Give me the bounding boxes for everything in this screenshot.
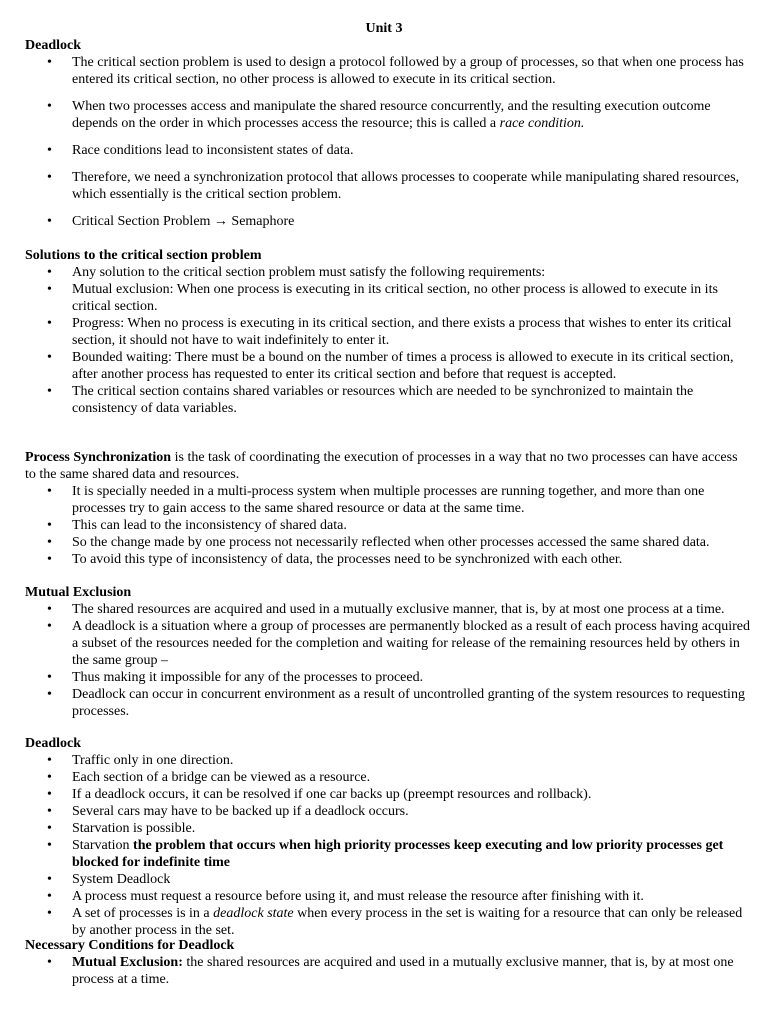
solutions-heading: Solutions to the critical section problem — [25, 248, 262, 263]
list-item: • Race conditions lead to inconsistent states of data. — [25, 142, 750, 159]
list-item: • So the change made by one process not necessarily reflected when other processes accessed the same shared data. — [25, 534, 750, 551]
list-item: • Therefore, we need a synchronization protocol that allows processes to cooperate while manipulating shared resources, which essentially is the critical section problem. — [25, 169, 750, 203]
deadlock-intro-section — [25, 37, 750, 240]
list-item: • The shared resources are acquired and used in a mutually exclusive manner, that is, by at most one process at a time. — [25, 601, 750, 618]
mutual-exclusion-section — [25, 584, 750, 720]
list-item: • Starvation is possible. — [25, 820, 750, 837]
list-item: • Critical Section Problem → Semaphore — [25, 213, 750, 230]
process-sync-section — [25, 449, 750, 568]
list-item: • Each section of a bridge can be viewed as a resource. — [25, 769, 750, 786]
list-item: • Progress: When no process is executing in its critical section, and there exists a process that wishes to enter its critical section, it should not have to wait indefinitely to enter it. — [25, 315, 750, 349]
list-item: • Mutual Exclusion: the shared resources are acquired and used in a mutually exclusive manner, that is, by at most one process at a time. — [25, 954, 750, 988]
page-title: Unit 3 — [365, 21, 403, 36]
list-item: • Bounded waiting: There must be a bound on the number of times a process is allowed to execute in its critical section, after another process has requested to enter its critical section and before that request is accepted. — [25, 349, 750, 383]
list-item: • Starvation the problem that occurs when high priority processes keep executing and low priority processes get blocked for indefinite time — [25, 837, 750, 871]
deadlock-section — [25, 735, 750, 939]
solutions-list — [25, 264, 750, 417]
deadlock-list — [25, 752, 750, 939]
list-item: • Any solution to the critical section problem must satisfy the following requirements: — [25, 264, 750, 281]
necessary-conditions-heading: Necessary Conditions for Deadlock — [25, 938, 235, 953]
deadlock-heading-2: Deadlock — [25, 736, 81, 751]
process-sync-term: Process Synchronization — [25, 450, 172, 465]
list-item: • This can lead to the inconsistency of shared data. — [25, 517, 750, 534]
list-item: • A set of processes is in a deadlock state when every process in the set is waiting for a resource that can only be released by another process in the set. — [25, 905, 750, 939]
list-item: • Several cars may have to be backed up if a deadlock occurs. — [25, 803, 750, 820]
list-item: • A process must request a resource before using it, and must release the resource after finishing with it. — [25, 888, 750, 905]
necessary-conditions-section — [25, 937, 750, 988]
list-item: • System Deadlock — [25, 871, 750, 888]
mutual-exclusion-list — [25, 601, 750, 720]
list-item: • Deadlock can occur in concurrent environment as a result of uncontrolled granting of the system resources to requesting processes. — [25, 686, 750, 720]
mutual-exclusion-term: Mutual Exclusion: — [72, 955, 183, 970]
list-item: • If a deadlock occurs, it can be resolved if one car backs up (preempt resources and rollback). — [25, 786, 750, 803]
solutions-section — [25, 247, 750, 417]
list-item: • When two processes access and manipulate the shared resource concurrently, and the resulting execution outcome depends on the order in which processes access the resource; this is called a race condition. — [25, 98, 750, 132]
deadlock-intro-list — [25, 54, 750, 230]
process-sync-intro: Process Synchronization is the task of coordinating the execution of processes in a way that no two processes can have access to the same shared data and resources. — [25, 450, 738, 482]
list-item: • A deadlock is a situation where a group of processes are permanently blocked as a result of each process having acquired a subset of the resources needed for the completion and waiting for release of the remaining resources held by others in the same group – — [25, 618, 750, 669]
deadlock-heading: Deadlock — [25, 38, 81, 53]
list-item: • Traffic only in one direction. — [25, 752, 750, 769]
list-item: • Mutual exclusion: When one process is executing in its critical section, no other process is allowed to execute in its critical section. — [25, 281, 750, 315]
deadlock-state-term: deadlock state — [213, 906, 294, 921]
list-item: • Thus making it impossible for any of the processes to proceed. — [25, 669, 750, 686]
starvation-definition: the problem that occurs when high priority processes keep executing and low priority processes get blocked for indefinite time — [72, 838, 724, 870]
list-item: • It is specially needed in a multi-process system when multiple processes are running together, and more than one processes try to gain access to the same shared resource or data at the same time. — [25, 483, 750, 517]
race-condition-term: race condition. — [499, 116, 585, 131]
list-item: • The critical section contains shared variables or resources which are needed to be synchronized to maintain the consistency of data variables. — [25, 383, 750, 417]
necessary-conditions-list — [25, 954, 750, 988]
list-item: • The critical section problem is used to design a protocol followed by a group of processes, so that when one process has entered its critical section, no other process is allowed to execute in its critical section. — [25, 54, 750, 88]
list-item: • To avoid this type of inconsistency of data, the processes need to be synchronized with each other. — [25, 551, 750, 568]
process-sync-list — [25, 483, 750, 568]
mutual-exclusion-heading: Mutual Exclusion — [25, 585, 132, 600]
